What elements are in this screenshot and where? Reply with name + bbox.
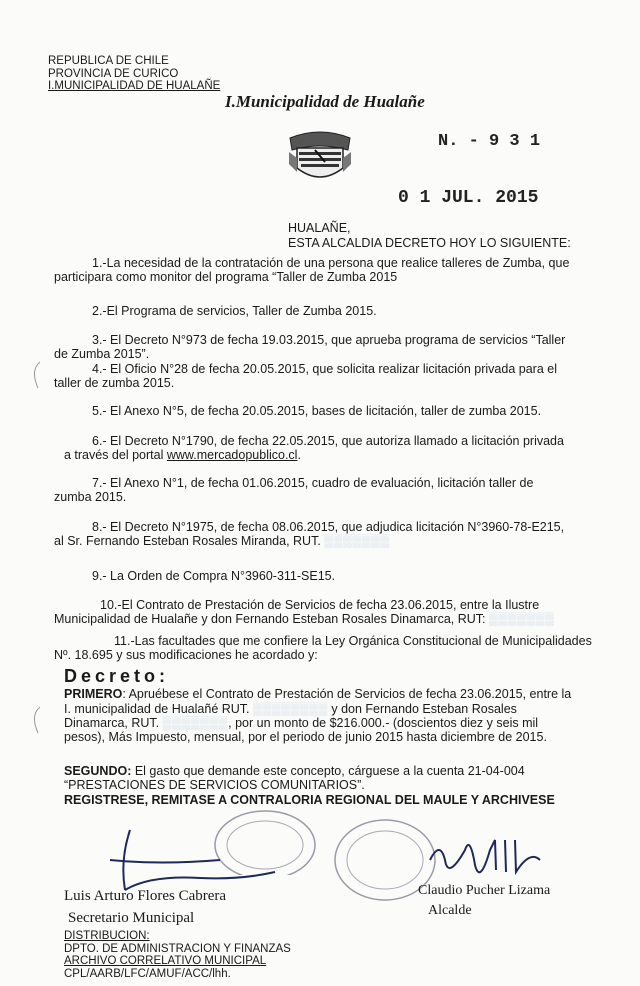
item-4-line-b: taller de zumba 2015. bbox=[54, 376, 175, 390]
primero-line-2 bbox=[64, 702, 517, 716]
item-6-period: . bbox=[297, 448, 301, 462]
item-11-line-a: 11.-Las facultades que me confiere la Ley Orgánica Constitucional de Municipalidades bbox=[114, 634, 592, 648]
item-10-line-a: 10.-El Contrato de Prestación de Servicios de fecha 23.06.2015, entre la Ilustre bbox=[100, 598, 540, 612]
item-1-line-a: 1.-La necesidad de la contratación de una persona que realice talleres de Zumba, que bbox=[92, 256, 570, 270]
item-7-line-b: zumba 2015. bbox=[54, 490, 127, 504]
secretary-name: Luis Arturo Flores Cabrera bbox=[64, 888, 227, 904]
item-6-line-a: 6.- El Decreto N°1790, de fecha 22.05.2015, que autoriza llamado a licitación privada bbox=[92, 434, 564, 448]
margin-mark-icon bbox=[28, 360, 42, 390]
decree-number-stamp: N. - 9 3 1 bbox=[438, 132, 541, 151]
redacted-rut: ▒▒▒▒▒▒▒▒ bbox=[253, 702, 328, 716]
mercadopublico-link[interactable]: www.mercadopublico.cl bbox=[166, 448, 298, 462]
primero-text: : Apruébese el Contrato de Prestación de Servicios de fecha 23.06.2015, entre la bbox=[122, 687, 572, 701]
item-11-line-b: Nº. 18.695 y sus modificaciones he acordado y: bbox=[54, 648, 318, 662]
decree-intro: ESTA ALCALDIA DECRETO HOY LO SIGUIENTE: bbox=[288, 236, 571, 250]
item-10-text: Municipalidad de Hualañe y don Fernando Esteban Rosales Dinamarca, RUT: bbox=[54, 612, 486, 626]
date-stamp: 0 1 JUL. 2015 bbox=[398, 188, 539, 208]
distribution-label: DISTRIBUCION: bbox=[64, 930, 150, 942]
primero-label: PRIMERO bbox=[64, 687, 123, 701]
primero-text-3a: Dinamarca, RUT. bbox=[64, 716, 160, 730]
secretary-title: Secretario Municipal bbox=[68, 910, 195, 926]
decreto-heading: Decreto: bbox=[64, 666, 170, 686]
mayor-name: Claudio Pucher Lizama bbox=[418, 883, 551, 898]
item-7-line-a: 7.- El Anexo N°1, de fecha 01.06.2015, cuadro de evaluación, licitación taller de bbox=[92, 476, 534, 490]
primero-line-1 bbox=[64, 687, 571, 701]
primero-text-2b: y don Fernando Esteban Rosales bbox=[331, 702, 517, 716]
item-5: 5.- El Anexo N°5, de fecha 20.05.2015, bases de licitación, taller de zumba 2015. bbox=[92, 404, 542, 418]
distribution-line-2: ARCHIVO CORRELATIVO MUNICIPAL bbox=[64, 955, 267, 967]
registrese-line: REGISTRESE, REMITASE A CONTRALORIA REGIONAL DEL MAULE Y ARCHIVESE bbox=[64, 793, 555, 807]
item-6-text: a través del portal bbox=[64, 448, 167, 462]
place-line: HUALAÑE, bbox=[288, 221, 351, 235]
distribution-line-3: CPL/AARB/LFC/AMUF/ACC/lhh. bbox=[64, 967, 231, 980]
item-9: 9.- La Orden de Compra N°3960-311-SE15. bbox=[92, 569, 336, 583]
redacted-rut: ▒▒▒▒▒▒▒ bbox=[162, 716, 229, 730]
segundo-text: El gasto que demande este concepto, cárguese a la cuenta 21-04-004 bbox=[131, 764, 525, 778]
item-1-line-b: participara como monitor del programa “Taller de Zumba 2015 bbox=[54, 270, 398, 284]
primero-text-3b: , por un monto de $216.000.- (doscientos diez y seis mil bbox=[228, 716, 539, 730]
item-6-line-b bbox=[64, 448, 301, 462]
mayor-signature-icon bbox=[420, 820, 550, 890]
mayor-title: Alcalde bbox=[428, 903, 472, 918]
margin-mark-icon bbox=[28, 705, 42, 735]
item-3-line-b: de Zumba 2015”. bbox=[54, 347, 150, 361]
item-8-text: al Sr. Fernando Esteban Rosales Miranda, RUT. bbox=[54, 534, 321, 548]
header-block bbox=[48, 55, 220, 93]
segundo-label: SEGUNDO: bbox=[64, 764, 132, 778]
segundo-line-1 bbox=[64, 764, 525, 778]
item-2: 2.-El Programa de servicios, Taller de Zumba 2015. bbox=[92, 304, 377, 318]
distribution-line-1: DPTO. DE ADMINISTRACION Y FINANZAS bbox=[64, 942, 291, 955]
item-3-line-a: 3.- El Decreto N°973 de fecha 19.03.2015, que aprueba programa de servicios “Taller bbox=[92, 333, 566, 347]
header-province: PROVINCIA DE CURICO bbox=[48, 67, 179, 80]
header-country: REPUBLICA DE CHILE bbox=[48, 55, 169, 67]
primero-text-2a: I. municipalidad de Hualañé RUT. bbox=[64, 702, 250, 716]
document-title: I.Municipalidad de Hualañe bbox=[225, 92, 425, 111]
item-4-line-a: 4.- El Oficio N°28 de fecha 20.05.2015, que solicita realizar licitación privada para el bbox=[92, 362, 557, 376]
primero-line-3 bbox=[64, 716, 538, 730]
item-8-line-b bbox=[54, 534, 390, 548]
segundo-line-2: “PRESTACIONES DE SERVICIOS COMUNITARIOS”. bbox=[64, 778, 365, 792]
primero-line-4: pesos), Más Impuesto, mensual, por el periodo de junio 2015 hasta diciembre de 2015. bbox=[64, 730, 547, 744]
item-8-line-a: 8.- El Decreto N°1975, de fecha 08.06.2015, que adjudica licitación N°3960-78-E215, bbox=[92, 520, 565, 534]
coat-of-arms-icon bbox=[285, 128, 355, 188]
redacted-rut: ▒▒▒▒▒▒▒ bbox=[324, 534, 390, 548]
distribution-block bbox=[64, 930, 291, 980]
header-municipality: I.MUNICIPALIDAD DE HUALAÑE bbox=[48, 80, 221, 92]
redacted-rut: ▒▒▒▒▒▒▒ bbox=[488, 612, 555, 626]
item-10-line-b bbox=[54, 612, 554, 626]
